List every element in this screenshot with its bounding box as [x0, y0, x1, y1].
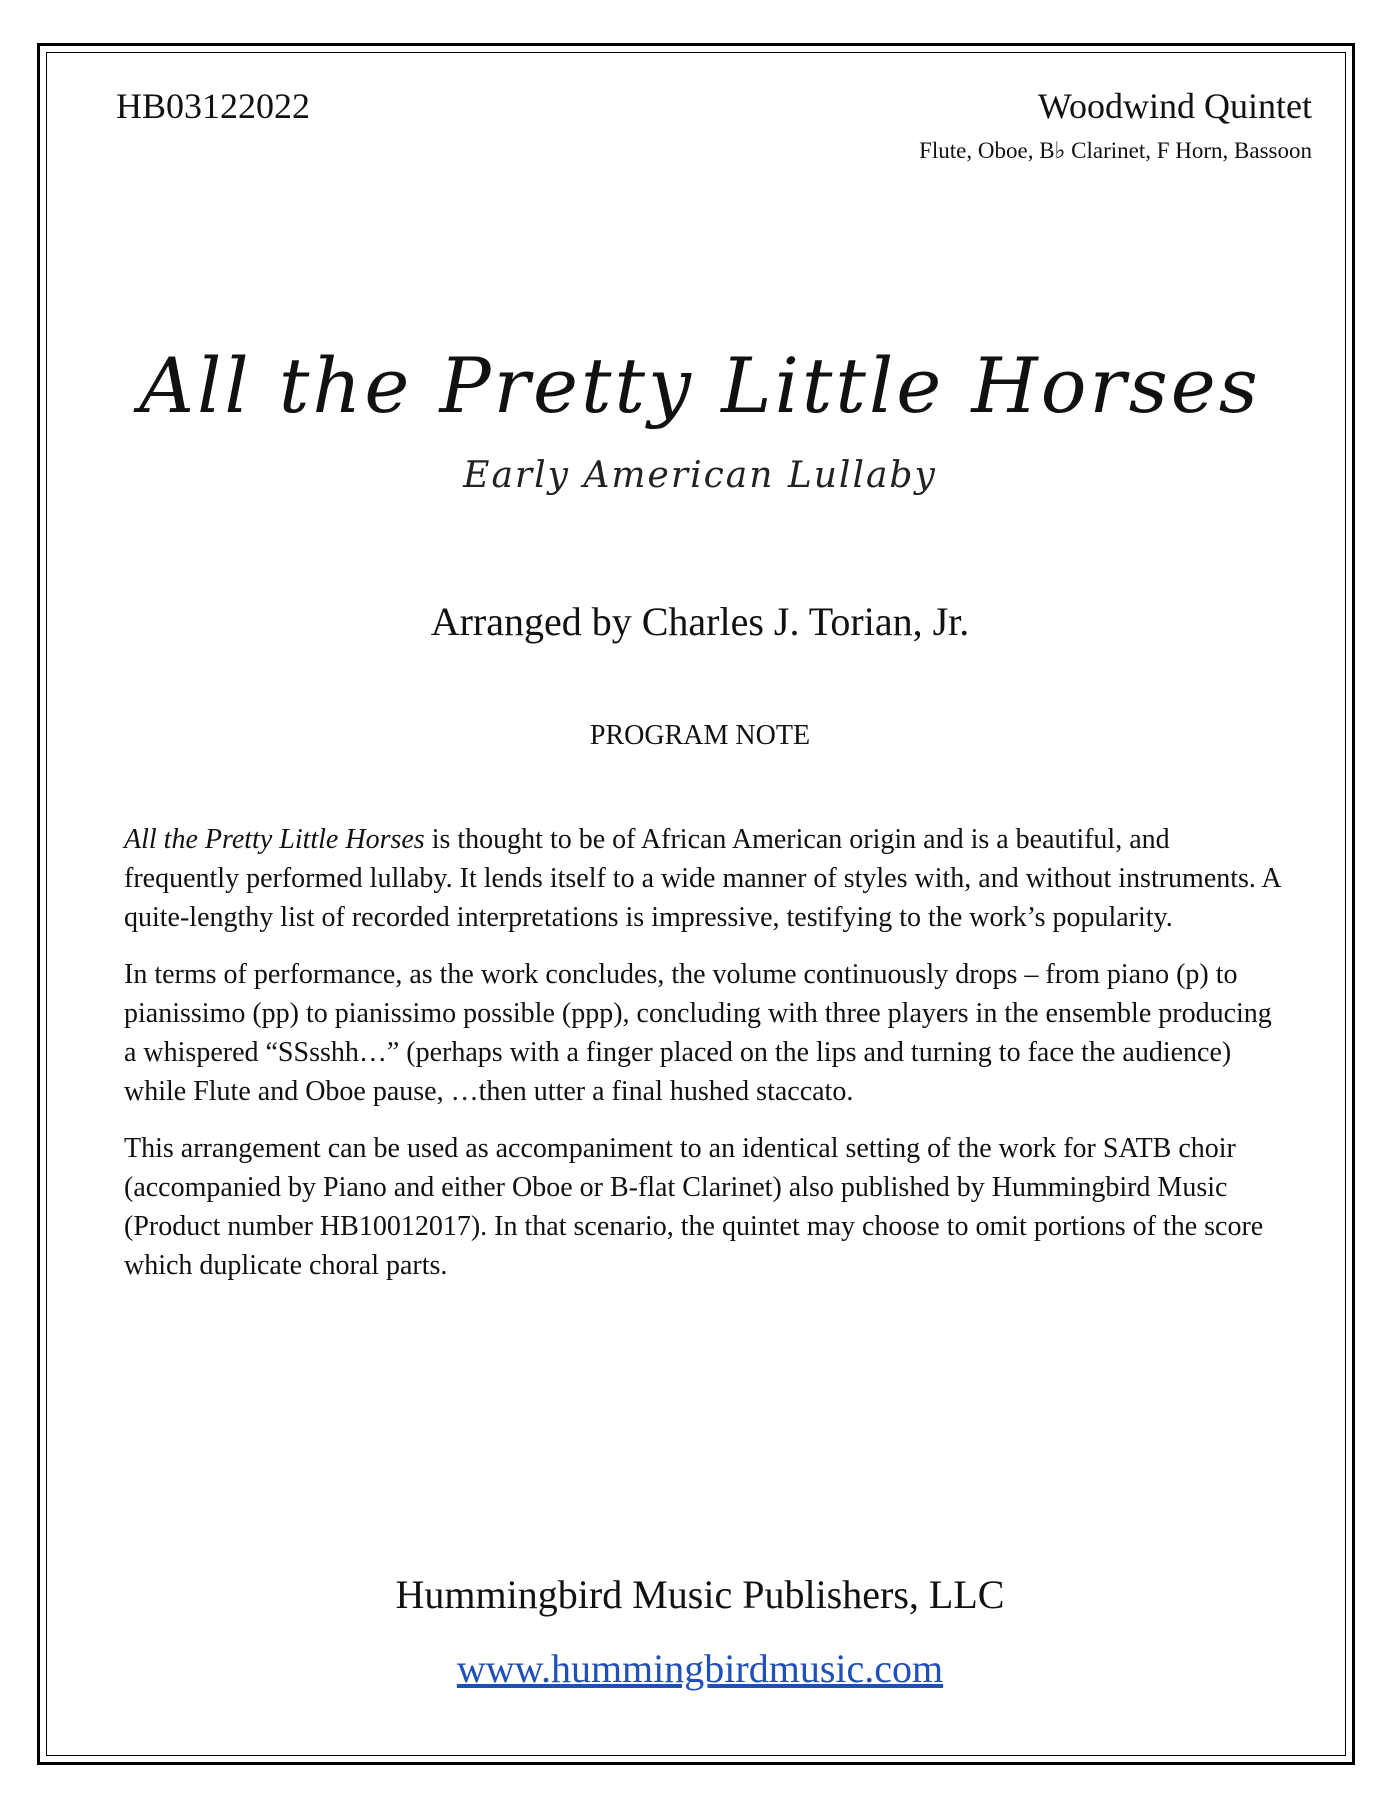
program-note-paragraph-1 — [124, 820, 1284, 937]
program-note-work-title: All the Pretty Little Horses — [124, 824, 425, 855]
program-note-paragraph-2: In terms of performance, as the work concludes, the volume continuously drops – from piano (p) to pianissimo (pp) to pianissimo possible (ppp), concluding with three players in the ensemble producing a whispered “SSsshh…” (perhaps with a finger placed on the lips and turning to face the audience) while Flute and Oboe pause, …then utter a final hushed staccato. — [124, 959, 1272, 1107]
website-container — [0, 1644, 1400, 1694]
program-note-paragraph-3: This arrangement can be used as accompaniment to an identical setting of the work for SATB choir (accompanied by Piano and either Oboe or B-flat Clarinet) also published by Hummingbird Music (Product number HB10012017). In that scenario, the quintet may choose to omit portions of the score which duplicate choral parts. — [124, 1133, 1264, 1281]
program-note-body — [124, 820, 1284, 1303]
program-note-paragraph-1-text: is thought to be of African American origin and is a beautiful, and frequently performed lullaby. It lends itself to a wide manner of styles with, and without instruments. A quite-lengthy list of recorded interpretations is impressive, testifying to the work’s popularity. — [124, 824, 1281, 933]
piece-title: All the Pretty Little Horses — [139, 341, 1261, 430]
piece-subtitle: Early American Lullaby — [463, 455, 937, 496]
instrumentation-list: Flute, Oboe, B♭ Clarinet, F Horn, Bassoon — [919, 138, 1312, 163]
ensemble-label: Woodwind Quintet — [1037, 86, 1312, 126]
arranger-credit: Arranged by Charles J. Torian, Jr. — [430, 599, 970, 644]
publisher-name: Hummingbird Music Publishers, LLC — [395, 1572, 1005, 1617]
website-link[interactable]: www.hummingbirdmusic.com — [456, 1646, 944, 1691]
product-code: HB03122022 — [116, 86, 311, 126]
program-note-heading: PROGRAM NOTE — [589, 720, 811, 751]
